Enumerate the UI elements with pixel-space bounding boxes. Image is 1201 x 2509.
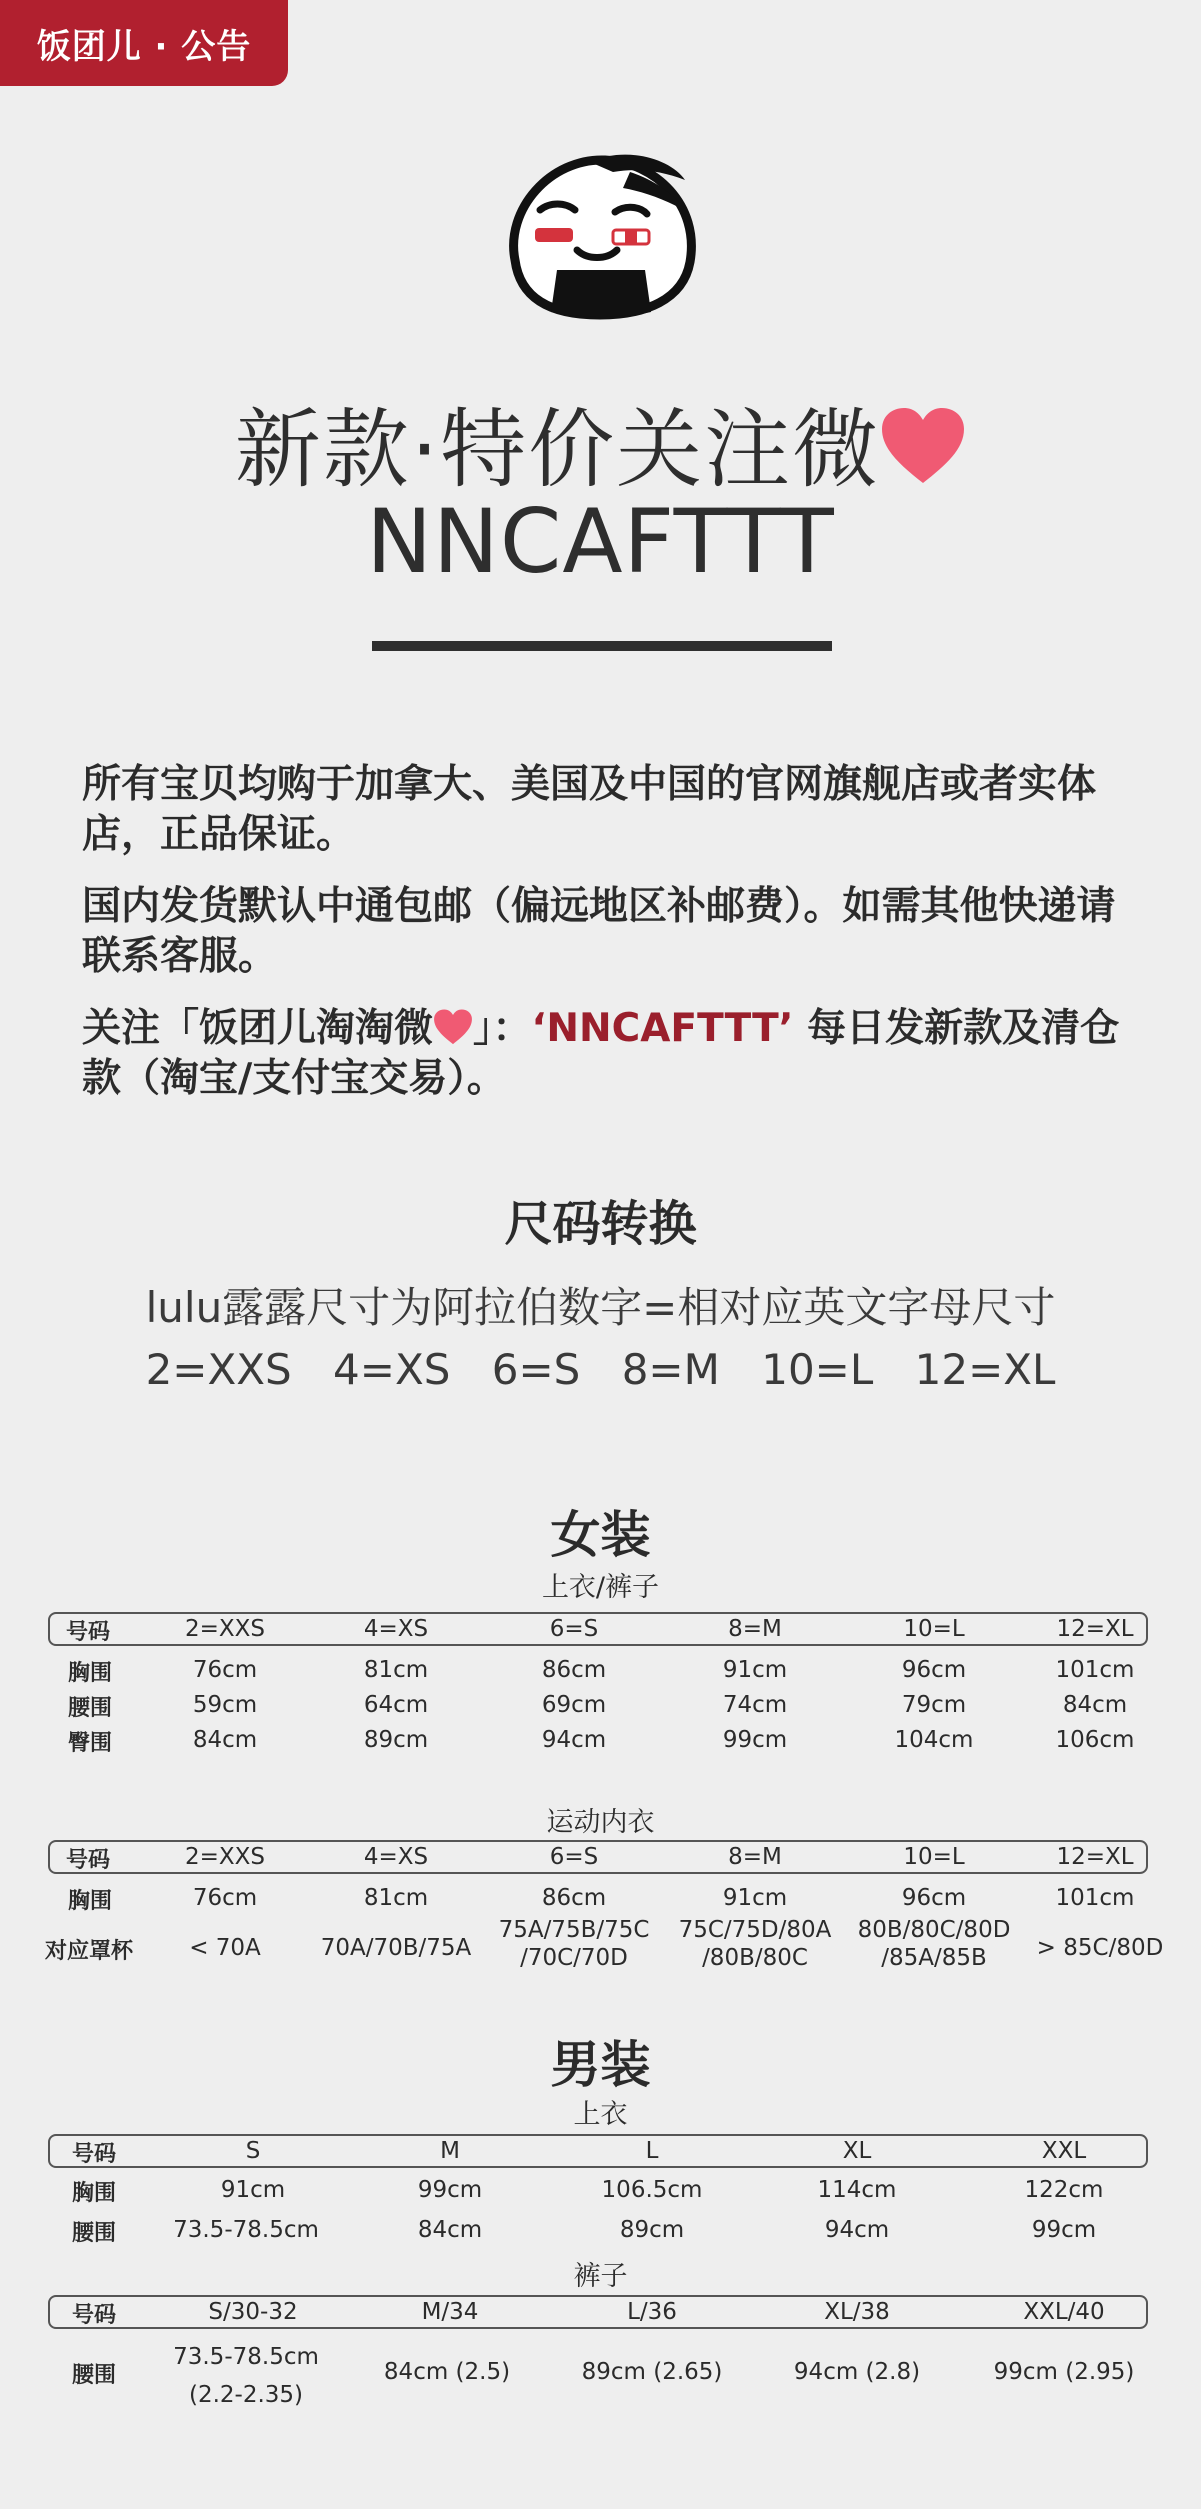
row-label-waist: 腰围: [72, 2221, 117, 2246]
table-cell: 81cm: [363, 1657, 429, 1683]
size-header-cell: L/36: [627, 2299, 677, 2325]
table-cell: 86cm: [541, 1657, 607, 1683]
waist-line: 94cm (2.8): [793, 2359, 921, 2385]
table-cell: [670, 1916, 840, 1972]
size-header-cell: S/30-32: [208, 2299, 298, 2325]
table-cell: 59cm: [192, 1692, 258, 1718]
men-pants-header-label: 号码: [72, 2303, 117, 2328]
size-header-cell: 2=XXS: [184, 1616, 266, 1642]
cup-line: 80B/80C/80D: [857, 1917, 1011, 1943]
size-header-cell: 2=XXS: [184, 1844, 266, 1870]
row-label-chest: 胸围: [68, 1889, 113, 1914]
conv-pair: 10=L: [761, 1345, 874, 1394]
size-header-cell: 6=S: [549, 1844, 599, 1870]
cup-line: 75A/75B/75C: [498, 1917, 650, 1943]
table-cell: 91cm: [722, 1657, 788, 1683]
row-label-waist: 腰围: [72, 2363, 117, 2388]
men-tops-caption: 上衣: [573, 2099, 628, 2130]
cup-line: 75C/75D/80A: [678, 1917, 832, 1943]
table-cell: [362, 2358, 532, 2386]
table-cell: 114cm: [817, 2177, 897, 2203]
table-cell: 76cm: [192, 1885, 258, 1911]
conv-pair: 2=XXS: [145, 1345, 292, 1394]
women-bra-caption: 运动内衣: [546, 1807, 655, 1838]
size-header-cell: 10=L: [903, 1844, 965, 1870]
table-cell: 122cm: [1024, 2177, 1104, 2203]
notice-shipping: 国内发货默认中通包邮（偏远地区补邮费）。如需其他快递请联系客服。: [82, 884, 1116, 979]
table-cell: 101cm: [1055, 1657, 1135, 1683]
announcement-badge: 饭团儿 · 公告: [0, 0, 288, 86]
wechat-id-highlight: ‘NNCAFTTT’: [531, 1006, 794, 1051]
rice-ball-mascot-icon: [495, 150, 705, 320]
notice-follow-b: 」：: [473, 1006, 532, 1051]
men-tops-header-label: 号码: [72, 2142, 117, 2167]
size-header-cell: 8=M: [728, 1844, 782, 1870]
table-cell: 104cm: [894, 1727, 974, 1753]
size-header-cell: XL/38: [824, 2299, 890, 2325]
table-cell: 91cm: [220, 2177, 286, 2203]
notice-authentic: 所有宝贝均购于加拿大、美国及中国的官网旗舰店或者实体店，正品保证。: [82, 762, 1097, 857]
conv-pair: 4=XS: [333, 1345, 451, 1394]
table-cell: 94cm: [824, 2217, 890, 2243]
row-label-chest: 胸围: [72, 2181, 117, 2206]
page-title: [0, 380, 1201, 504]
conv-pair: 12=XL: [914, 1345, 1056, 1394]
size-header-cell: XL: [842, 2138, 872, 2164]
table-cell: [772, 2358, 942, 2386]
table-cell: [311, 1934, 481, 1962]
conv-pair: 8=M: [621, 1345, 720, 1394]
waist-line: 89cm (2.65): [581, 2359, 723, 2385]
table-cell: 101cm: [1055, 1885, 1135, 1911]
row-label-chest: 胸围: [68, 1661, 113, 1686]
size-header-cell: 4=XS: [363, 1616, 429, 1642]
waist-line: (2.2-2.35): [188, 2382, 304, 2408]
table-cell: 74cm: [722, 1692, 788, 1718]
table-cell: 84cm: [1062, 1692, 1128, 1718]
row-label-waist: 腰围: [68, 1696, 113, 1721]
size-conversion-pairs: [0, 1345, 1201, 1394]
table-cell: [161, 2338, 331, 2414]
cup-line: /80B/80C: [702, 1945, 808, 1971]
notice-follow: [82, 1004, 1122, 1104]
cup-line: > 85C/80D: [1036, 1935, 1164, 1961]
waist-line: 73.5-78.5cm: [173, 2344, 319, 2370]
table-cell: [849, 1916, 1019, 1972]
size-header-cell: L: [645, 2138, 659, 2164]
heart-small-icon: [433, 1009, 473, 1045]
size-conversion-desc: lulu露露尺寸为阿拉伯数字=相对应英文字母尺寸: [145, 1283, 1056, 1332]
row-label-hip: 臀围: [68, 1731, 113, 1756]
table-cell: 84cm: [192, 1727, 258, 1753]
cup-line: 70A/70B/75A: [320, 1935, 472, 1961]
row-label-cup: 对应罩杯: [45, 1939, 134, 1964]
table-cell: 106.5cm: [601, 2177, 703, 2203]
table-cell: 86cm: [541, 1885, 607, 1911]
size-header-cell: 12=XL: [1056, 1616, 1134, 1642]
table-cell: 89cm: [363, 1727, 429, 1753]
title-line-1: 新款·特价关注微: [234, 400, 881, 500]
table-cell: 99cm: [1031, 2217, 1097, 2243]
waist-line: 84cm (2.5): [383, 2359, 511, 2385]
cup-line: < 70A: [189, 1935, 261, 1961]
wechat-id: NNCAFTTT: [366, 490, 835, 593]
size-header-cell: XXL: [1041, 2138, 1087, 2164]
table-cell: 99cm: [722, 1727, 788, 1753]
women-tops-caption: 上衣/裤子: [541, 1572, 660, 1603]
table-cell: 106cm: [1055, 1727, 1135, 1753]
size-header-cell: 8=M: [728, 1616, 782, 1642]
women-section-title: 女装: [550, 1506, 651, 1564]
size-conversion-title: 尺码转换: [504, 1196, 697, 1252]
table-cell: 99cm: [417, 2177, 483, 2203]
table-cell: 96cm: [901, 1885, 967, 1911]
table-cell: 69cm: [541, 1692, 607, 1718]
table-cell: 84cm: [417, 2217, 483, 2243]
table-cell: 89cm: [619, 2217, 685, 2243]
cup-line: /85A/85B: [881, 1945, 987, 1971]
table-cell: 76cm: [192, 1657, 258, 1683]
size-header-cell: M/34: [421, 2299, 479, 2325]
size-header-cell: 12=XL: [1056, 1844, 1134, 1870]
table-cell: [567, 2358, 737, 2386]
table-cell: 79cm: [901, 1692, 967, 1718]
table-cell: 73.5-78.5cm: [173, 2217, 319, 2243]
size-header-cell: 4=XS: [363, 1844, 429, 1870]
size-header-cell: M: [440, 2138, 460, 2164]
heart-icon: [880, 407, 966, 485]
women-bra-header-label: 号码: [66, 1848, 111, 1873]
notice-follow-c: 每日发新款及清仓款（淘宝/支付宝交易）。: [82, 1006, 1120, 1101]
divider: [372, 641, 832, 651]
size-header-cell: XXL/40: [1023, 2299, 1105, 2325]
size-header-cell: 10=L: [903, 1616, 965, 1642]
conv-pair: 6=S: [491, 1345, 581, 1394]
size-header-cell: S: [245, 2138, 261, 2164]
cup-line: /70C/70D: [520, 1945, 628, 1971]
women-tops-header-label: 号码: [66, 1620, 111, 1645]
table-cell: 64cm: [363, 1692, 429, 1718]
table-cell: 81cm: [363, 1885, 429, 1911]
table-cell: 96cm: [901, 1657, 967, 1683]
table-cell: 91cm: [722, 1885, 788, 1911]
table-cell: [489, 1916, 659, 1972]
waist-line: 99cm (2.95): [993, 2359, 1135, 2385]
size-header-cell: 6=S: [549, 1616, 599, 1642]
men-pants-caption: 裤子: [573, 2261, 628, 2292]
table-cell: 94cm: [541, 1727, 607, 1753]
table-cell: [1015, 1934, 1185, 1962]
men-section-title: 男装: [550, 2036, 651, 2094]
notice-follow-a: 关注「饭团儿淘淘微: [82, 1006, 434, 1051]
table-cell: [140, 1934, 310, 1962]
table-cell: [979, 2358, 1149, 2386]
